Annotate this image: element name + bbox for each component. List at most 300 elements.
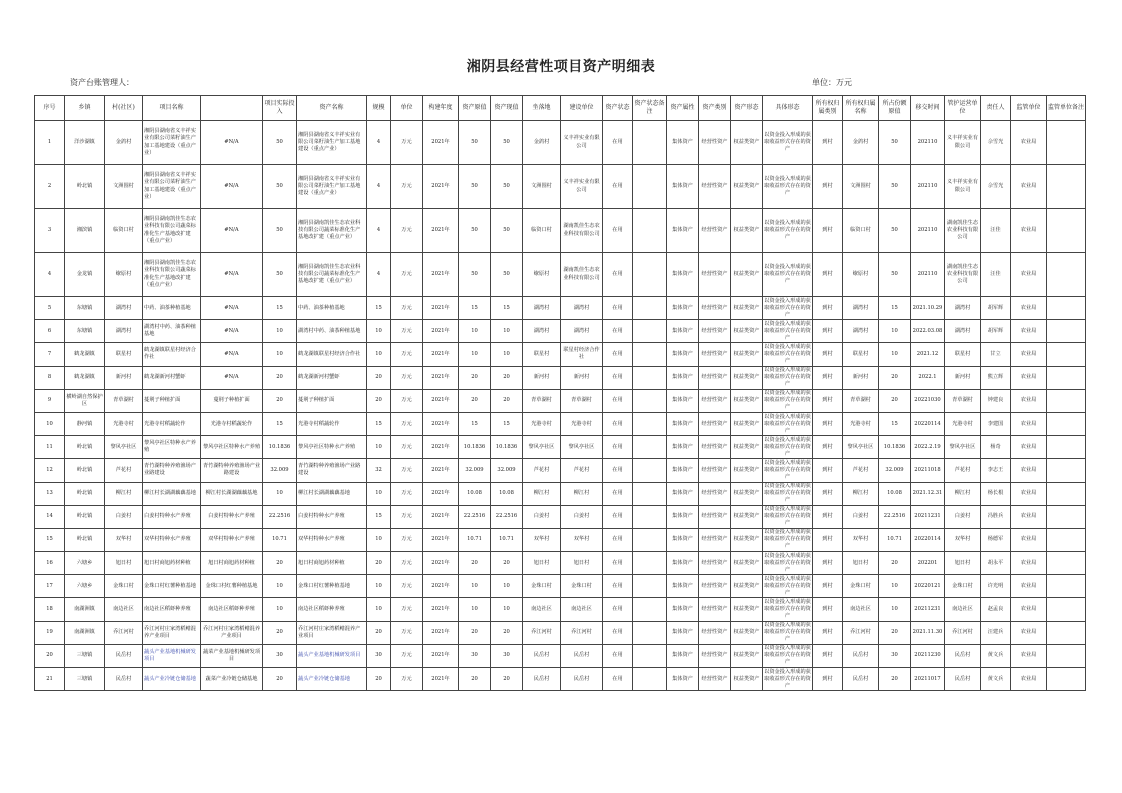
column-header: 村(社区) [105,96,143,121]
table-cell: 以资金投入形成的获取收益形式存在的资产 [763,412,813,435]
table-cell: 湘阴县湖南凯佳生态农业科技有限公司蔬菜标准化生产基地改扩建（重点产业） [143,253,201,297]
table-cell: 黎风亭社区 [843,436,879,459]
table-cell: 白姜村 [561,505,603,528]
table-cell: 经营性资产 [699,436,731,459]
table-cell: 50 [879,253,911,297]
table-cell: 芦花村 [105,459,143,482]
table-cell: 15 [491,297,523,320]
table-cell: 汪佳 [981,253,1011,297]
table-cell: 19 [35,621,65,644]
table-cell: 15 [491,412,523,435]
table-cell: 农业局 [1011,412,1047,435]
table-cell: 万元 [391,253,423,297]
table-cell: 南边社区 [105,598,143,621]
table-cell: 蔓荆子种植扩面 [143,389,201,412]
table-cell [1047,253,1086,297]
table-cell: 以资金投入形成的获取收益形式存在的资产 [763,343,813,366]
table-row [35,412,1086,435]
table-cell: 新河村 [105,366,143,389]
column-header: 资产状态备注 [633,96,667,121]
table-cell: 15 [367,412,391,435]
table-cell: 2021年 [423,552,459,575]
column-header: 资产名称 [297,96,367,121]
table-cell [633,253,667,297]
table-cell: 农业局 [1011,505,1047,528]
table-cell: 权益类资产 [731,644,763,667]
table-cell: 20 [459,552,491,575]
table-cell: 义丰祥实业有限公司 [561,165,603,209]
table-cell: 岭北镇 [65,165,105,209]
table-cell: 鹤龙湖新河村蟹虾 [143,366,201,389]
column-header: 资产形态 [731,96,763,121]
table-cell: 义丰祥实业有限公司 [945,121,981,165]
table-cell: 金珠口村 [523,575,561,598]
table-cell: 10.08 [879,482,911,505]
table-cell: 湘阴县湖南省义丰祥实业有限公司菜籽油生产加工基地建设（重点产业） [297,165,367,209]
table-cell: 到村 [813,621,843,644]
table-cell: 双华村 [523,528,561,551]
table-cell: 双华村 [945,528,981,551]
manager-label: 资产台账管理人： [70,78,134,87]
table-cell: 2021年 [423,366,459,389]
table-cell: 岭北镇 [65,528,105,551]
table-cell: 青草湖村 [523,389,561,412]
column-header: 单位 [391,96,423,121]
table-cell: 20211017 [911,668,945,691]
table-cell: 湘滨镇 [65,209,105,253]
table-cell: 2021年 [423,644,459,667]
table-cell: 湖湾村 [523,320,561,343]
table-cell: 10 [367,598,391,621]
table-cell: 集体资产 [667,366,699,389]
table-cell: 新河村 [523,366,561,389]
table-cell: 15 [263,297,297,320]
table-cell: 农业局 [1011,436,1047,459]
table-cell [633,598,667,621]
table-cell: 权益类资产 [731,343,763,366]
table-cell: 20220121 [911,575,945,598]
table-cell: 黎风亭社区特种水产养殖 [143,436,201,459]
table-cell: 万元 [391,209,423,253]
table-cell: 湖湾村 [945,320,981,343]
table-body [35,121,1086,691]
table-cell: 10 [367,436,391,459]
table-cell: 乔江河村庄家湾稻鳝混养产业项目 [143,621,201,644]
table-cell: 权益类资产 [731,575,763,598]
table-cell: 杨德军 [981,528,1011,551]
table-cell: 万元 [391,165,423,209]
table-cell: 黎风亭社区特种水产养殖 [297,436,367,459]
table-cell: 双华村 [561,528,603,551]
table-cell: 钟建良 [981,389,1011,412]
table-cell: 在用 [603,668,633,691]
table-cell: 金龙镇 [65,253,105,297]
table-cell: 15 [367,297,391,320]
table-cell: 20 [35,644,65,667]
table-cell: 权益类资产 [731,253,763,297]
table-cell: 20 [367,389,391,412]
table-cell: 鹤龙湖镇联星村经济合作社 [297,343,367,366]
table-cell: 14 [35,505,65,528]
table-cell: 20211230 [911,644,945,667]
table-row [35,209,1086,253]
table-cell [633,320,667,343]
table-cell: 义丰祥实业有限公司 [945,165,981,209]
column-header: 资产现值 [491,96,523,121]
table-cell: 民岳村 [523,644,561,667]
table-cell [1047,165,1086,209]
table-cell: 临资口村 [523,209,561,253]
table-cell: 湖湾村中药、油茶种植基地 [297,320,367,343]
table-cell: 10 [263,343,297,366]
table-cell: 50 [459,121,491,165]
table-cell: 金珠口村 [105,575,143,598]
asset-table [34,95,1086,691]
column-header: 所有权归属类别 [813,96,843,121]
table-cell: 蔓荆子种植扩面 [297,389,367,412]
column-header: 资产原值 [459,96,491,121]
table-cell: 20 [263,366,297,389]
table-cell: 万元 [391,121,423,165]
table-cell: 柳江村 [105,482,143,505]
column-header: 构建年度 [423,96,459,121]
column-header: 资产类别 [699,96,731,121]
table-cell: 汪佳 [981,209,1011,253]
table-cell: 以资金投入形成的获取收益形式存在的资产 [763,459,813,482]
table-cell: 集体资产 [667,165,699,209]
table-cell: 15 [879,297,911,320]
table-cell: #N/A [201,121,263,165]
table-cell: 到村 [813,343,843,366]
table-cell: 20 [367,621,391,644]
column-header: 资产属性 [667,96,699,121]
table-cell: 权益类资产 [731,165,763,209]
table-cell: 以资金投入形成的获取收益形式存在的资产 [763,644,813,667]
table-cell: 经营性资产 [699,668,731,691]
table-row [35,459,1086,482]
table-cell: 30 [459,644,491,667]
table-cell [1047,668,1086,691]
table-cell: 2021年 [423,165,459,209]
table-cell [633,121,667,165]
table-cell: 权益类资产 [731,297,763,320]
table-cell: 在用 [603,366,633,389]
table-cell: 万元 [391,366,423,389]
table-cell: 集体资产 [667,482,699,505]
table-cell: 文洲围村 [105,165,143,209]
table-cell: 经营性资产 [699,505,731,528]
table-cell: 蔬头产业冷链仓储基地 [143,668,201,691]
table-cell: 2021年 [423,343,459,366]
table-cell: 2021年 [423,121,459,165]
table-cell: 以资金投入形成的获取收益形式存在的资产 [763,621,813,644]
table-cell: 在用 [603,621,633,644]
table-cell: 到村 [813,482,843,505]
column-header: 项目实际投入 [263,96,297,121]
table-cell: 2021年 [423,297,459,320]
table-cell: 到村 [813,389,843,412]
table-cell: 10 [879,343,911,366]
table-row [35,389,1086,412]
table-cell: 农业局 [1011,528,1047,551]
table-cell: 2021年 [423,320,459,343]
table-cell: 2021年 [423,528,459,551]
table-cell: 以资金投入形成的获取收益形式存在的资产 [763,121,813,165]
table-cell: 经营性资产 [699,528,731,551]
table-cell: 双华村特种水产养殖 [143,528,201,551]
table-cell: 临资口村 [843,209,879,253]
table-cell: 到村 [813,528,843,551]
table-cell: 到村 [813,575,843,598]
table-row [35,121,1086,165]
table-cell: 鹤龙湖镇 [65,343,105,366]
table-cell: 15 [459,297,491,320]
table-cell: 乔江河村 [561,621,603,644]
table-cell: 20211018 [911,459,945,482]
table-cell: 到村 [813,209,843,253]
table-cell: 青草湖村 [945,389,981,412]
table-cell: 黎风亭社区特种水产养殖 [201,436,263,459]
table-cell: 南湖洲镇 [65,598,105,621]
table-cell: 10.1836 [459,436,491,459]
table-cell: 20211231 [911,505,945,528]
table-cell: 湖南凯佳生态农业科技有限公司 [561,209,603,253]
table-cell: 50 [491,253,523,297]
table-cell: 30 [491,644,523,667]
table-cell: 到村 [813,505,843,528]
table-cell [1047,505,1086,528]
table-cell: 集体资产 [667,412,699,435]
table-cell: 9 [35,389,65,412]
table-cell: 柳江村长湖湖藕藕基地 [201,482,263,505]
table-cell: 权益类资产 [731,389,763,412]
table-row [35,644,1086,667]
table-cell: 10.08 [459,482,491,505]
table-cell: 10.1836 [879,436,911,459]
table-cell: 在用 [603,253,633,297]
table-cell [633,644,667,667]
table-cell: 三塘镇 [65,644,105,667]
table-row [35,366,1086,389]
table-cell: 50 [263,121,297,165]
table-cell: 胡军辉 [981,297,1011,320]
table-cell: 万元 [391,668,423,691]
table-cell: 联星村 [843,343,879,366]
table-cell: 双华村特种水产养殖 [297,528,367,551]
table-cell: 柳江村 [945,482,981,505]
table-cell: 民岳村 [945,644,981,667]
table-row [35,528,1086,551]
table-cell: 经营性资产 [699,209,731,253]
table-cell [633,482,667,505]
table-cell: 湖湾村 [843,320,879,343]
table-cell: 蔬头产业基地机械研发项目 [297,644,367,667]
table-cell [1047,412,1086,435]
table-cell: 202110 [911,165,945,209]
table-cell: 15 [263,412,297,435]
table-cell: 2022.1 [911,366,945,389]
column-header: 建设单位 [561,96,603,121]
table-cell: 集体资产 [667,121,699,165]
table-cell: 6 [35,320,65,343]
table-cell: 黄文兵 [981,644,1011,667]
table-cell: 17 [35,575,65,598]
table-cell: 以资金投入形成的获取收益形式存在的资产 [763,436,813,459]
table-cell: 7 [35,343,65,366]
table-cell: 2021年 [423,412,459,435]
table-cell: 50 [879,209,911,253]
table-cell: 50 [491,209,523,253]
table-cell: 青草湖村 [561,389,603,412]
table-cell: 50 [879,121,911,165]
table-cell: 湖南凯佳生态农业科技有限公司 [945,209,981,253]
table-cell: 静河镇 [65,412,105,435]
table-cell: #N/A [201,343,263,366]
table-cell: 万元 [391,320,423,343]
table-cell: 经营性资产 [699,575,731,598]
table-cell: 20 [491,366,523,389]
table-cell: 集体资产 [667,436,699,459]
table-cell: 湖南凯佳生态农业科技有限公司 [561,253,603,297]
table-cell: 六塘乡 [65,552,105,575]
table-row [35,505,1086,528]
table-cell: 联星村 [105,343,143,366]
table-cell: 万元 [391,343,423,366]
table-cell: 20 [367,552,391,575]
table-cell: 经营性资产 [699,165,731,209]
table-cell: 缭原村 [843,253,879,297]
table-cell: 20 [459,366,491,389]
table-cell: 白姜村 [523,505,561,528]
table-cell: 50 [459,165,491,209]
table-cell: 20220114 [911,528,945,551]
table-cell: 胡军辉 [981,320,1011,343]
table-cell: 经营性资产 [699,343,731,366]
table-cell: 2021年 [423,459,459,482]
table-cell: 权益类资产 [731,459,763,482]
table-cell: 集体资产 [667,297,699,320]
table-cell: 20 [491,621,523,644]
table-cell: 金珠口村 [561,575,603,598]
table-cell: 农业局 [1011,320,1047,343]
table-cell [633,297,667,320]
table-cell [633,412,667,435]
column-header: 坐落地 [523,96,561,121]
table-cell: 光港寺村稻蔬轮作 [143,412,201,435]
table-cell: 光港寺村 [523,412,561,435]
table-cell: 柳江村 [561,482,603,505]
table-cell [633,389,667,412]
table-cell: 南边社区稻虾种养殖 [143,598,201,621]
table-cell: 以资金投入形成的获取收益形式存在的资产 [763,366,813,389]
table-cell: 10.1836 [263,436,297,459]
table-cell: 万元 [391,505,423,528]
column-header: 序号 [35,96,65,121]
table-cell: 20 [491,389,523,412]
table-cell: 金鸽村 [523,121,561,165]
table-cell: 2021年 [423,253,459,297]
table-row [35,598,1086,621]
table-cell: 新河村 [945,366,981,389]
table-cell: 文洲围村 [523,165,561,209]
table-cell: 南边社区 [843,598,879,621]
table-cell: #N/A [201,165,263,209]
column-header: 资产状态 [603,96,633,121]
table-cell: 佘雪光 [981,121,1011,165]
table-cell: 杨奇 [981,436,1011,459]
table-cell: 2021年 [423,621,459,644]
table-cell: 以资金投入形成的获取收益形式存在的资产 [763,598,813,621]
table-cell: 万元 [391,459,423,482]
column-header: 具体形态 [763,96,813,121]
table-cell: 青竹湖特种养殖渔场产业路建设 [143,459,201,482]
table-cell: 在用 [603,209,633,253]
table-cell: 冯胜兵 [981,505,1011,528]
table-cell: 光港寺村 [945,412,981,435]
table-cell [1047,598,1086,621]
table-cell: 22.2516 [459,505,491,528]
table-cell: 南边社区稻虾种养殖 [201,598,263,621]
table-cell [1047,320,1086,343]
table-cell: 岭北镇 [65,505,105,528]
table-cell: 鹤龙湖新河村蟹虾 [297,366,367,389]
table-cell: 农业局 [1011,253,1047,297]
table-cell: 20 [879,366,911,389]
table-cell: 以资金投入形成的获取收益形式存在的资产 [763,165,813,209]
table-cell: 新河村 [843,366,879,389]
table-cell: 湖湾村中药、油茶种植基地 [143,320,201,343]
table-cell: 民岳村 [105,668,143,691]
table-cell: 万元 [391,482,423,505]
table-cell: 南边社区 [945,598,981,621]
table-cell: 集体资产 [667,459,699,482]
page-title: 湘阴县经营性项目资产明细表 [466,59,656,75]
table-cell: 旭日村商旭药材种植 [297,552,367,575]
table-cell: 联星村 [945,343,981,366]
table-cell: 20 [263,621,297,644]
table-cell: 柳江村长湖湖藕藕基地 [297,482,367,505]
table-cell: 权益类资产 [731,668,763,691]
table-cell: 六塘乡 [65,575,105,598]
table-cell: 21 [35,668,65,691]
table-cell: 乔江河村庄家湾稻鳝混养产业项目 [201,621,263,644]
table-cell: 旭日村 [105,552,143,575]
table-cell: 农业局 [1011,459,1047,482]
table-cell: 万元 [391,436,423,459]
table-row [35,253,1086,297]
table-row [35,621,1086,644]
table-cell: 50 [459,209,491,253]
table-cell: 在用 [603,575,633,598]
table-row [35,165,1086,209]
table-cell: 汪建兵 [981,621,1011,644]
table-cell: 13 [35,482,65,505]
table-cell: 万元 [391,297,423,320]
column-header: 管护运营单位 [945,96,981,121]
table-cell [633,459,667,482]
table-cell: 到村 [813,412,843,435]
table-cell: 32.009 [263,459,297,482]
table-cell: 15 [459,412,491,435]
table-cell: 20 [263,668,297,691]
table-cell: #N/A [201,320,263,343]
table-cell: 2022.03.08 [911,320,945,343]
table-cell: 15 [35,528,65,551]
table-cell: 农业局 [1011,644,1047,667]
table-cell: 以资金投入形成的获取收益形式存在的资产 [763,552,813,575]
table-cell: 民岳村 [561,644,603,667]
table-cell: 4 [367,165,391,209]
